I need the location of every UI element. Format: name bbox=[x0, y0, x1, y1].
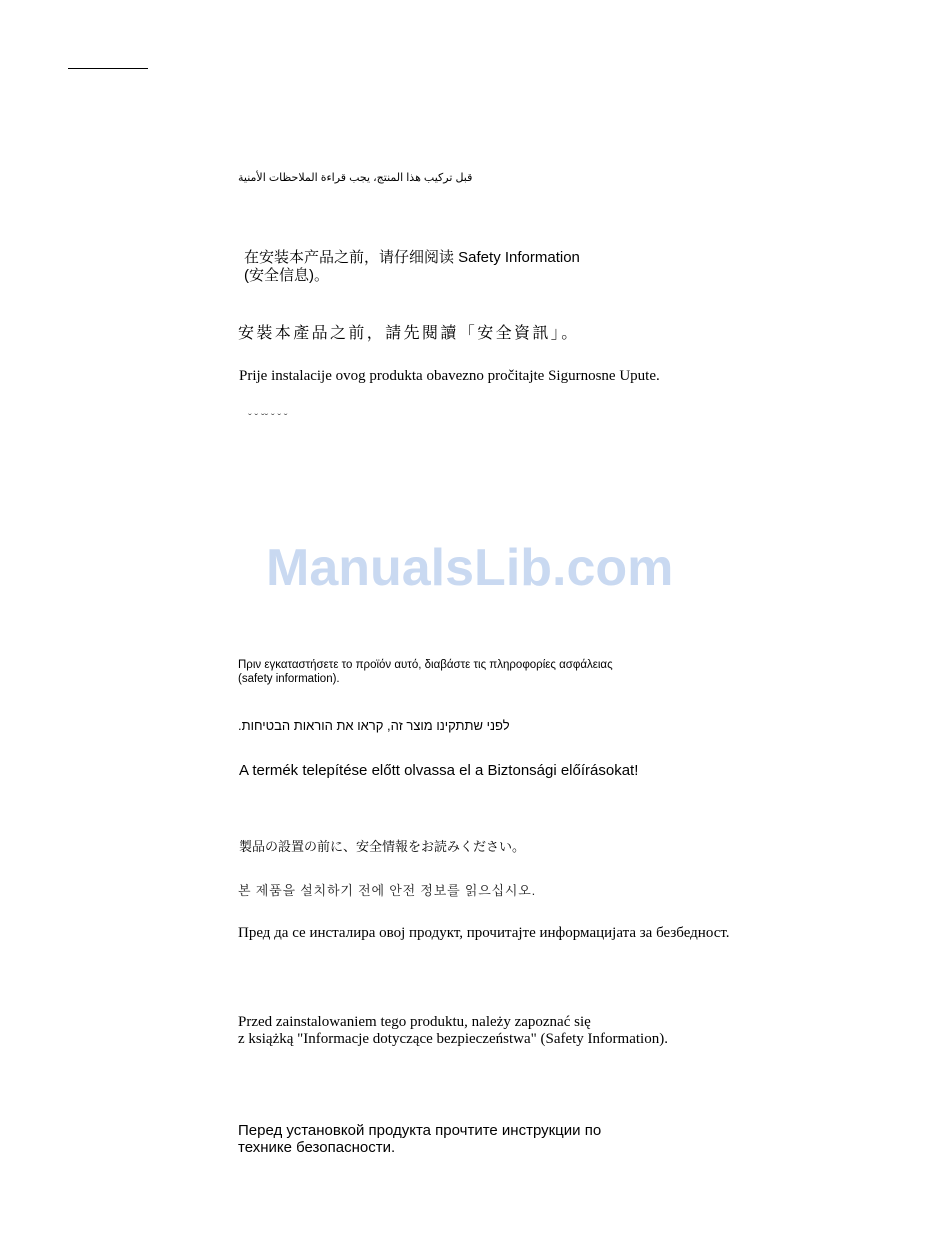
hungarian-safety-notice: A termék telepítése előtt olvassa el a Biztonsági előírásokat! bbox=[239, 762, 639, 779]
polish-safety-notice-line1: Przed zainstalowaniem tego produktu, należy zapoznać się bbox=[238, 1014, 591, 1030]
chinese-traditional-safety-notice: 安裝本產品之前，請先閱讀「安全資訊」。 bbox=[238, 323, 580, 342]
stray-diacritic-marks: ˇ ˇ ˇˇ ˇ ˇ ˇ bbox=[248, 412, 288, 424]
header-rule bbox=[68, 68, 148, 69]
greek-safety-notice-line1: Πριν εγκαταστήσετε το προϊόν αυτό, διαβάστε τις πληροφορίες ασφάλειας bbox=[238, 659, 613, 671]
macedonian-safety-notice: Пред да се инсталира овој продукт, прочитајте информацијата за безбедност. bbox=[238, 925, 730, 941]
russian-safety-notice-line2: технике безопасности. bbox=[238, 1139, 396, 1156]
korean-safety-notice: 본 제품을 설치하기 전에 안전 정보를 읽으십시오. bbox=[238, 883, 537, 898]
arabic-safety-notice: قبل تركيب هذا المنتج، يجب قراءة الملاحظات الأمنية bbox=[238, 172, 473, 184]
greek-safety-notice-line2: (safety information). bbox=[238, 673, 340, 685]
chinese-simplified-safety-notice-line1: 在安装本产品之前，请仔细阅读 Safety Information bbox=[244, 249, 580, 266]
croatian-safety-notice: Prije instalacije ovog produkta obavezno pročitajte Sigurnosne Upute. bbox=[239, 368, 660, 384]
chinese-simplified-safety-notice-line2: (安全信息)。 bbox=[244, 267, 329, 284]
watermark-logo: ManualsLib.com bbox=[266, 539, 674, 597]
hebrew-safety-notice: לפני שתתקינו מוצר זה, קראו את הוראות הבטיחות. bbox=[238, 718, 510, 733]
japanese-safety-notice: 製品の設置の前に、安全情報をお読みください。 bbox=[239, 839, 526, 854]
polish-safety-notice-line2: z książką "Informacje dotyczące bezpieczeństwa" (Safety Information). bbox=[238, 1031, 668, 1047]
russian-safety-notice-line1: Перед установкой продукта прочтите инструкции по bbox=[238, 1122, 602, 1139]
